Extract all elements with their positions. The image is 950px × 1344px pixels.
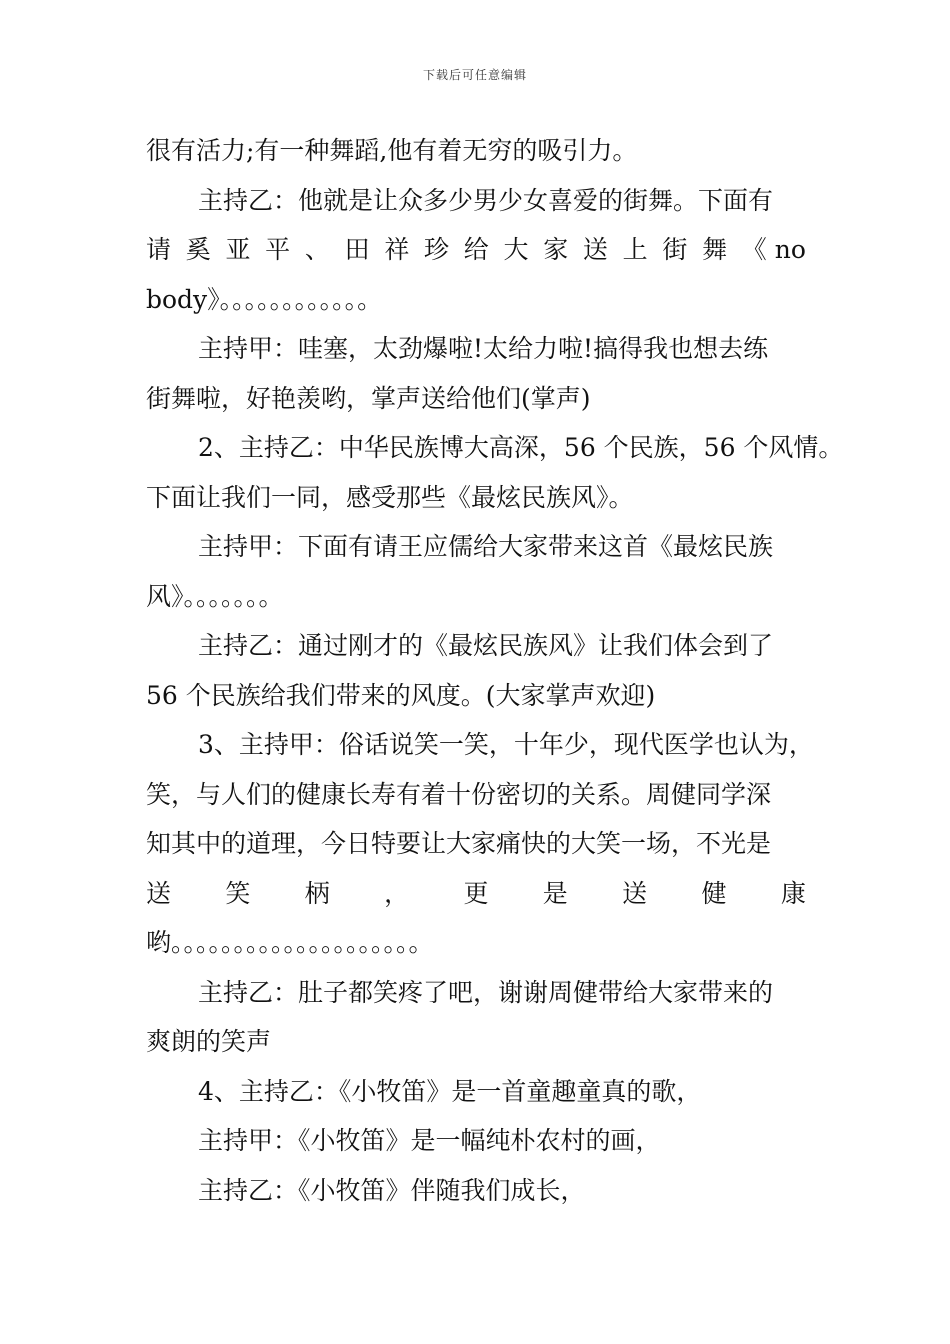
text-token: 大 xyxy=(503,235,529,264)
text-line: 风》。。。。。。。 xyxy=(146,581,284,611)
text-line: 主持乙：肚子都笑疼了吧，谢谢周健带给大家带来的 xyxy=(198,977,774,1007)
text-line: 笑，与人们的健康长寿有着十份密切的关系。周健同学深 xyxy=(146,779,772,809)
text-token: 亚 xyxy=(225,235,251,264)
text-line: 很有活力;有一种舞蹈,他有着无穷的吸引力。 xyxy=(146,136,638,165)
text-token: 健 xyxy=(701,878,727,908)
text-line xyxy=(146,225,806,275)
text-token: 街 xyxy=(662,235,688,264)
text-line: 主持乙：通过刚才的《最炫民族风》让我们体会到了 xyxy=(198,631,774,660)
text-line: 56 个民族给我们带来的风度。(大家掌声欢迎) xyxy=(146,680,656,710)
text-token: 《 no xyxy=(741,235,806,264)
text-line: 3、主持甲：俗话说笑一笑，十年少，现代医学也认为， xyxy=(198,730,814,759)
text-line: 爽朗的笑声 xyxy=(146,1027,272,1056)
text-token: 上 xyxy=(622,235,648,264)
text-line: 4、主持乙：《小牧笛》是一首童趣童真的歌， xyxy=(198,1076,702,1106)
text-token: 是 xyxy=(542,878,568,908)
text-line: 主持甲：《小牧笛》是一幅纯朴农村的画， xyxy=(198,1126,661,1155)
text-line: 主持甲：下面有请王应儒给大家带来这首《最炫民族 xyxy=(198,532,774,561)
text-token: 送 xyxy=(622,878,648,908)
text-token: 请 xyxy=(146,235,172,264)
text-line: 主持乙：他就是让众多少男少女喜爱的街舞。下面有 xyxy=(198,185,774,215)
text-token: 家 xyxy=(543,235,569,264)
text-line: 主持乙：《小牧笛》伴随我们成长， xyxy=(198,1175,586,1205)
text-line: 知其中的道理，今日特要让大家痛快的大笑一场，不光是 xyxy=(146,829,772,858)
text-line: 主持甲：哇塞，太劲爆啦!太给力啦!搞得我也想去练 xyxy=(198,334,769,363)
text-line: 2、主持乙：中华民族博大高深，56 个民族，56 个风情。 xyxy=(198,433,844,462)
text-token: ， xyxy=(384,878,410,908)
document-body xyxy=(146,126,844,1215)
text-line: 哟。。。。。。。。。。。。。。。。。。。。 xyxy=(146,928,434,957)
text-token: 更 xyxy=(463,878,489,908)
text-token: 奚 xyxy=(185,235,211,264)
text-token: 送 xyxy=(146,878,172,908)
text-token: 祥 xyxy=(384,235,410,264)
text-token: 、 xyxy=(304,235,330,264)
text-token: 田 xyxy=(344,235,370,264)
text-token: 珍 xyxy=(424,235,450,264)
text-line: body》。。。。。。。。。。。。 xyxy=(146,284,383,314)
text-token: 舞 xyxy=(702,235,728,264)
page-header-note: 下载后可任意编辑 xyxy=(422,68,527,82)
text-line: 街舞啦，好艳羡哟，掌声送给他们(掌声) xyxy=(146,383,591,413)
text-token: 康 xyxy=(780,878,806,908)
text-token: 送 xyxy=(582,235,608,264)
text-token: 柄 xyxy=(304,878,330,908)
text-line: 下面让我们一同，感受那些《最炫民族风》。 xyxy=(146,482,634,512)
text-token: 平 xyxy=(265,235,291,264)
text-line xyxy=(146,869,806,919)
text-token: 给 xyxy=(463,235,489,264)
text-token: 笑 xyxy=(225,878,251,908)
